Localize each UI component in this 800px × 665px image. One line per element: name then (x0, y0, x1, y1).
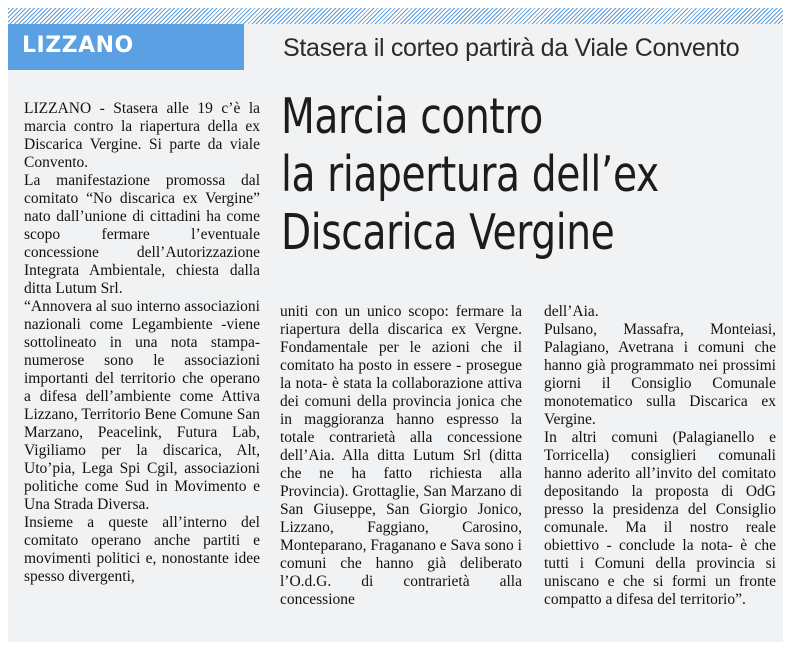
article-paragraph: uniti con un unico scopo: fermare la riapertura della discarica ex Vergne. Fondamentale per le azioni che il comitato ha posto in essere - prosegue la nota- è stata la collaborazione attiva dei comuni della provincia jonica che in maggioranza hanno espresso la totale contrarietà alla concessione dell’Aia. Alla ditta Lutum Srl (ditta che ne ha fatto richiesta alla Provincia). Grottaglie, San Marzano di San Giuseppe, San Giorgio Jonico, Lizzano, Faggiano, Carosino, Monteparano, Fraganano e Sava sono i comuni che hanno già deliberato l’O.d.G. di contrarietà alla concessione (280, 303, 522, 608)
headline-line: Marcia contro (281, 88, 543, 145)
section-label: LIZZANO (22, 33, 134, 58)
article-column-2 (280, 303, 522, 609)
headline-line: Discarica Vergine (281, 204, 615, 261)
article-paragraph: Insieme a queste all’interno del comitato operano anche partiti e movimenti politici e, nonostante idee spesso divergenti, (24, 514, 260, 585)
article-column-1 (24, 100, 260, 586)
article-paragraph: dell’Aia. (544, 303, 599, 320)
article-paragraph: In altri comuni (Palagianello e Torricella) consiglieri comunali hanno aderito all’invito del comitato depositando la proposta di OdG presso la presidenza del Consiglio comunale. Ma il nostro reale obiettivo - conclude la nota- è che tutti i Comuni della provincia si uniscano e che si formi un fronte compatto a difesa del territorio”. (544, 429, 776, 608)
headline-line: la riapertura dell’ex (281, 146, 659, 203)
article-column-3 (544, 303, 776, 609)
headline (281, 88, 681, 262)
article-paragraph: “Annovera al suo interno associazioni nazionali come Legambiente -viene sottolineato in una nota stampa- numerose sono le associazioni importanti del territorio che operano a difesa dell’ambiente come Attiva Lizzano, Territorio Bene Comune San Marzano, Peacelink, Futura Lab, Vigiliamo per la discarica, Alt, Uto’pia, Lega Spi Cgil, associazioni politiche come Sud in Movimento e Una Strada Diversa. (24, 298, 260, 513)
article-paragraph: La manifestazione promossa dal comitato “No discarica ex Vergine” nato dall’unione di cittadini ha come scopo fermare l’eventuale concessione dell’Autorizzazione Integrata Ambientale, chiesta dalla ditta Lutum Srl. (24, 172, 260, 297)
header-hatch-band (8, 8, 783, 24)
newspaper-page (8, 8, 783, 642)
section-tag (8, 24, 244, 70)
article-paragraph: Pulsano, Massafra, Monteiasi, Palagiano, Avetrana i comuni che hanno già programmato nei prossimi giorni il Consiglio Comunale monotematico sulla Discarica ex Vergine. (544, 321, 776, 428)
article-paragraph: LIZZANO - Stasera alle 19 c’è la marcia contro la riapertura della ex Discarica Vergine. Si parte da viale Convento. (24, 100, 260, 171)
kicker: Stasera il corteo partirà da Viale Convento (283, 34, 740, 62)
